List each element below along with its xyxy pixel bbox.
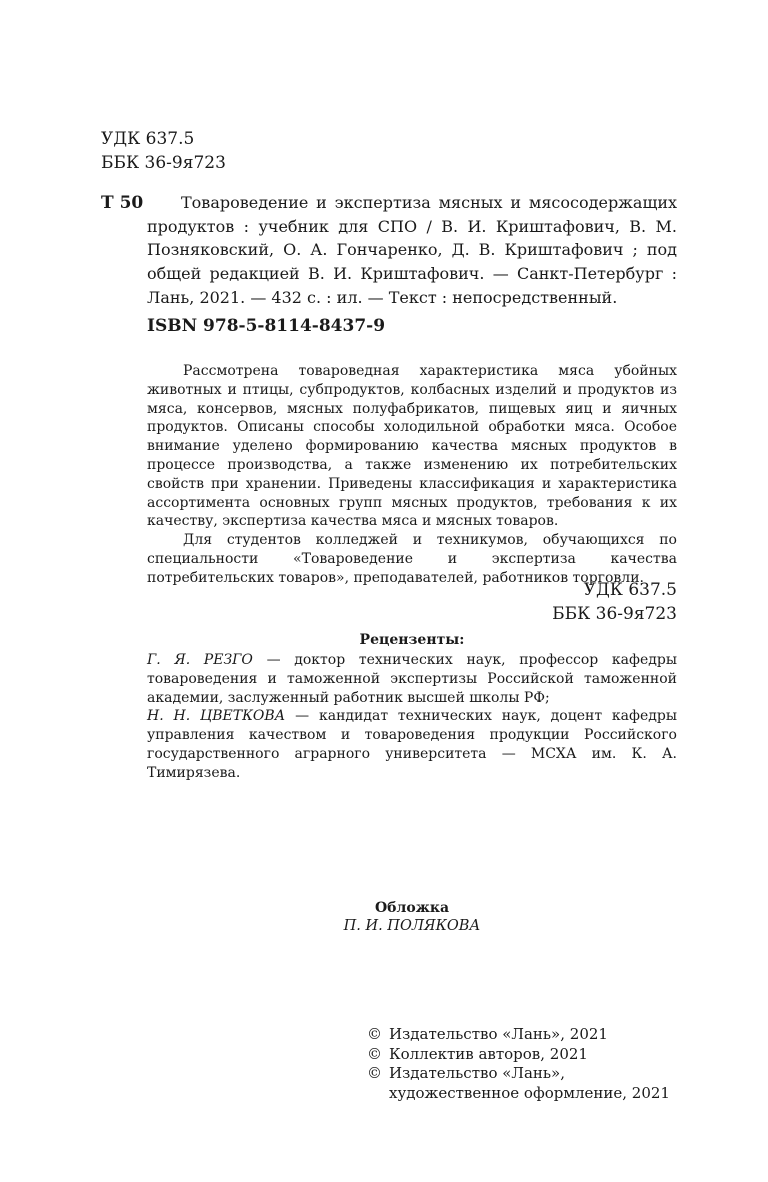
copyright-line: © Издательство «Лань», <box>367 1064 566 1082</box>
copyright-icon: © <box>367 1025 382 1043</box>
reviewer-entry <box>147 707 677 782</box>
reviewers-list <box>147 651 677 783</box>
copyright-line: © Издательство «Лань», 2021 <box>367 1025 608 1043</box>
reviewer-name: Г. Я. РЕЗГО <box>147 652 253 668</box>
bibliographic-record: Товароведение и экспертиза мясных и мясосодержащих продуктов : учебник для СПО / В. И. Криштафович, В. М. Позняковский, О. А. Гончаренко, Д. В. Криштафович ; под общей редакцией В. И. Криштафович. — Санкт-Петербург : Лань, 2021. — 432 с. : ил. — Текст : непосредственный. <box>147 193 677 307</box>
abstract-paragraph-1: Рассмотрена товароведная характеристика мяса убойных животных и птицы, субпродуктов, колбасных изделий и продуктов из мяса, консервов, мясных полуфабрикатов, пищевых яиц и яичных продуктов. Описаны способы холодильной обработки мяса. Особое внимание уделено формированию качества мясных продуктов в процессе производства, а также изменению их потребительских свойств при хранении. Приведены классификация и характеристика ассортимента основных групп мясных продуктов, требования к их качеству, экспертиза качества мяса и мясных товаров. <box>147 363 677 530</box>
abstract-paragraph-2: Для студентов колледжей и техникумов, обучающихся по специальности «Товароведение и экспертиза качества потребительских товаров», преподавателей, работников торговли. <box>147 532 677 586</box>
isbn: ISBN 978-5-8114-8437-9 <box>147 316 386 336</box>
classification-block-top <box>101 127 226 175</box>
udk-code-right: УДК 637.5 <box>583 580 677 600</box>
udk-code: УДК 637.5 <box>101 129 195 149</box>
copyright-icon: © <box>367 1064 382 1082</box>
reviewer-description: — доктор технических наук, профессор кафедры товароведения и таможенной экспертизы Российской таможенной академии, заслуженный работник высшей школы РФ; <box>147 652 677 706</box>
cover-heading: Обложка <box>374 900 450 916</box>
reviewer-entry <box>147 651 677 707</box>
reviewer-description: — кандидат технических наук, доцент кафедры управления качеством и товароведения продукции Российского государственного аграрного университета — МСХА им. К. А. Тимирязева. <box>147 708 677 781</box>
bbk-code-right: ББК 36-9я723 <box>552 604 677 624</box>
reviewers-heading: Рецензенты: <box>359 632 465 648</box>
copyright-icon: © <box>367 1044 382 1063</box>
copyright-line-continuation: художественное оформление, 2021 <box>389 1083 670 1102</box>
cover-designer: П. И. ПОЛЯКОВА <box>343 918 481 934</box>
copyright-block <box>367 1025 670 1103</box>
copyright-line: © Коллектив авторов, 2021 <box>367 1044 588 1063</box>
reviewer-name: Н. Н. ЦВЕТКОВА <box>147 708 286 725</box>
author-code: Т 50 <box>101 193 144 213</box>
classification-block-right <box>477 578 677 626</box>
bbk-code: ББК 36-9я723 <box>101 153 226 173</box>
abstract <box>147 362 677 588</box>
